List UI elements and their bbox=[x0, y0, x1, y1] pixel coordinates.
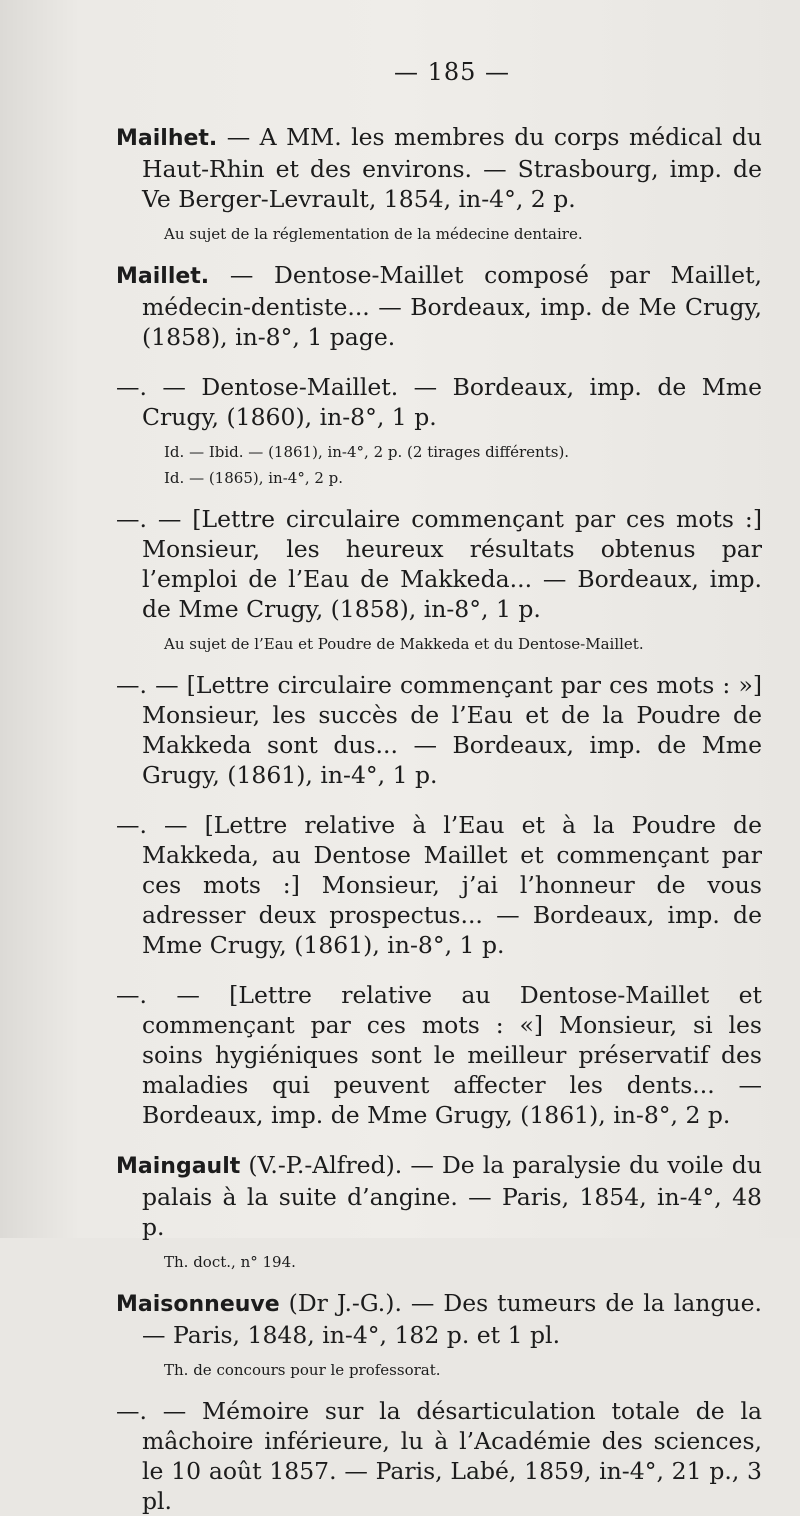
entry-text: —. — [Lettre circulaire commençant par ces mots :] Monsieur, les heureux résultats obtenus par l’emploi de l’Eau de Makkeda... — Bordeaux, imp. de Mme Crugy, (1858), in-8°, 1 p. bbox=[116, 505, 762, 623]
entry-note: Th. de concours pour le professorat. bbox=[164, 1361, 441, 1379]
entry-head: Mailhet. bbox=[116, 126, 218, 151]
entry-note: Id. — Ibid. — (1861), in-4°, 2 p. (2 tirages différents). bbox=[164, 443, 570, 461]
entry-maillet-3 bbox=[116, 504, 762, 624]
entry-text: —. — [Lettre circulaire commençant par ces mots : »] Monsieur, les succès de l’Eau et de la Poudre de Makkeda sont dus... — Bordeaux, imp. de Mme Grugy, (1861), in-4°, 1 p. bbox=[116, 671, 762, 789]
entry-head: Maillet. bbox=[116, 264, 210, 289]
entry-text: —. — Mémoire sur la désarticulation totale de la mâchoire inférieure, lu à l’Académie des sciences, le 10 août 1857. — Paris, Labé, 1859, in-4°, 21 p., 3 pl. bbox=[116, 1397, 762, 1515]
entry-note: Id. — (1865), in-4°, 2 p. bbox=[164, 469, 344, 487]
page-number: — 185 — bbox=[393, 58, 511, 86]
entry-text: —. — Dentose-Maillet. — Bordeaux, imp. de Mme Crugy, (1860), in-8°, 1 p. bbox=[116, 373, 762, 431]
entry-text: — A MM. les membres du corps médical du Haut-Rhin et des environs. — Strasbourg, imp. de Ve Berger-Levrault, 1854, in-4°, 2 p. bbox=[142, 123, 762, 213]
entry-maillet bbox=[116, 260, 762, 352]
entry-text: (V.-P.-Alfred). — De la paralysie du voile du palais à la suite d’angine. — Paris, 1854, in-4°, 48 p. bbox=[142, 1151, 762, 1241]
entry-head: Maingault bbox=[116, 1154, 241, 1179]
entry-maillet-6 bbox=[116, 980, 762, 1130]
entry-note: Au sujet de la réglementation de la médecine dentaire. bbox=[164, 225, 583, 243]
entry-maingault bbox=[116, 1150, 762, 1242]
entry-maillet-2 bbox=[116, 372, 762, 432]
entry-head: Maisonneuve bbox=[116, 1292, 280, 1317]
entry-maisonneuve-2 bbox=[116, 1396, 762, 1516]
entry-text: (Dr J.-G.). — Des tumeurs de la langue. — Paris, 1848, in-4°, 182 p. et 1 pl. bbox=[142, 1289, 762, 1349]
entry-maillet-5 bbox=[116, 810, 762, 960]
entry-note: Au sujet de l’Eau et Poudre de Makkeda et du Dentose-Maillet. bbox=[164, 635, 644, 653]
entry-note: Th. doct., n° 194. bbox=[164, 1253, 296, 1271]
entry-maisonneuve bbox=[116, 1288, 762, 1350]
entry-text: —. — [Lettre relative à l’Eau et à la Poudre de Makkeda, au Dentose Maillet et commençant par ces mots :] Monsieur, j’ai l’honneur de vous adresser deux prospectus... — Bordeaux, imp. de Mme Crugy, (1861), in-8°, 1 p. bbox=[116, 811, 762, 959]
entry-text: — Dentose-Maillet composé par Maillet, médecin-dentiste... — Bordeaux, imp. de Me Crugy, (1858), in-8°, 1 page. bbox=[142, 261, 762, 351]
entry-mailhet bbox=[116, 122, 762, 214]
entry-text: —. — [Lettre relative au Dentose-Maillet et commençant par ces mots : «] Monsieur, si les soins hygiéniques sont le meilleur préservatif des maladies qui peuvent affecter les dents... — Bordeaux, imp. de Mme Grugy, (1861), in-8°, 2 p. bbox=[116, 981, 762, 1129]
entry-maillet-4 bbox=[116, 670, 762, 790]
